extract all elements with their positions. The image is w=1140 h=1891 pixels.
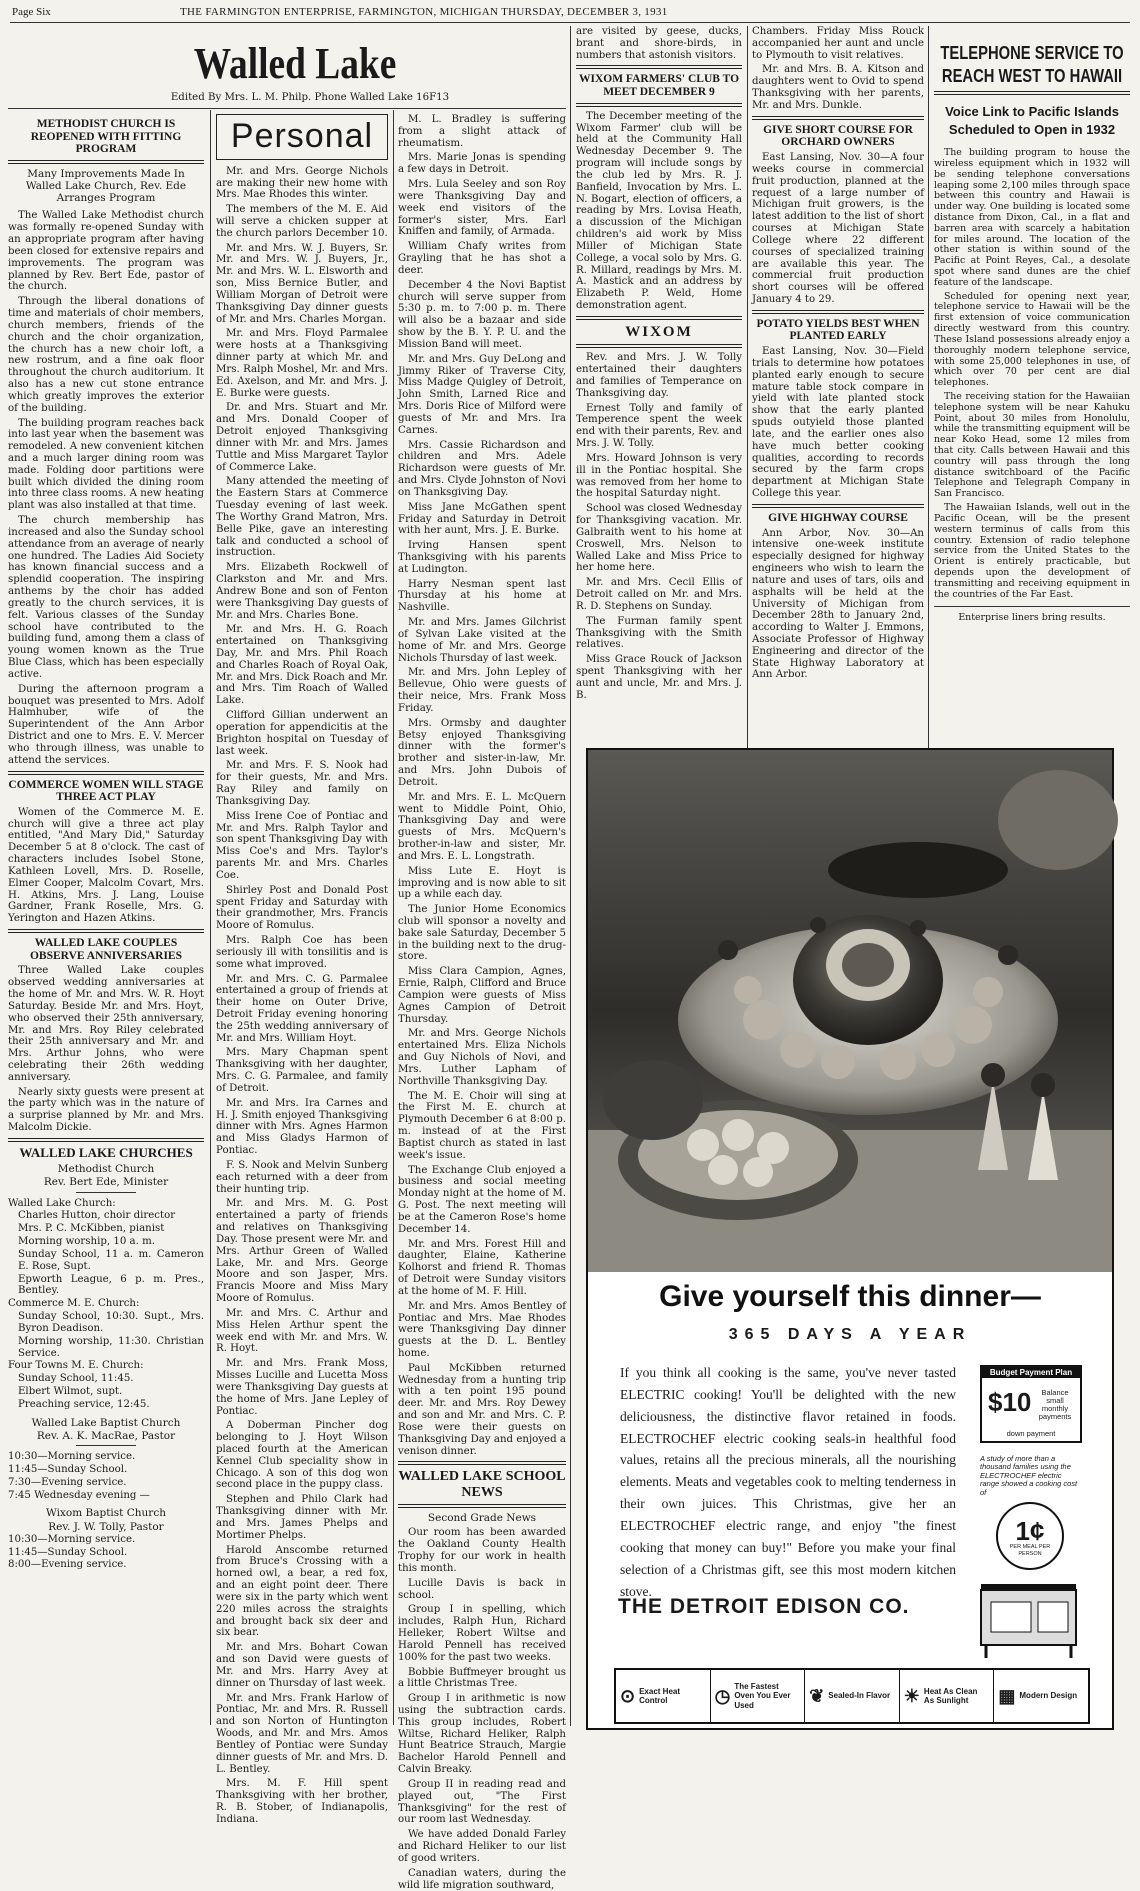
headline-churches: WALLED LAKE CHURCHES xyxy=(19,1144,193,1160)
schedule-line: 11:45—Sunday School. xyxy=(8,1546,128,1558)
personal-item: Dr. and Mrs. Stuart and Mr. and Mrs. Donald Cooper of Detroit enjoyed Thanksgiving dinner with Mr. and Mrs. James Tuttle and Miss Margaret Taylor of Commerce Lake. xyxy=(216,402,388,473)
personal-item: Mr. and Mrs. C. Arthur and Miss Helen Arthur spent the week end with Mr. and Mrs. W. R. Hoyt. xyxy=(216,1307,388,1355)
feature-item xyxy=(711,1670,806,1722)
schedule-line: Commerce M. E. Church: xyxy=(8,1298,140,1310)
personal-item: The Exchange Club enjoyed a business and social meeting Monday night at the home of M. G. Post. The next meeting will be at the Cameron Rose's home December 14. xyxy=(398,1164,566,1235)
article-paragraph: Scheduled for opening next year, telephone service to Hawaii will be the first extension of voice communication directly westward from this country. These Island possessions already enjoy a thoroughly modern telephone service, with some 25,000 telephones in use, of which over 70 per cent are dial telephones. xyxy=(934,290,1130,389)
filler-line: Enterprise liners bring results. xyxy=(958,612,1106,624)
article-paragraph: During the afternoon program a bouquet was presented to Mrs. Adolf Halmhuber, wife of the Superintendent of the Ann Arbor District and one to Mrs. E. V. Mercer who through illness, was unable to attend the services. xyxy=(8,683,204,766)
personal-item: Mrs. Ormsby and daughter Betsy enjoyed Thanksgiving dinner with the former's brother and sister-in-law, Mr. and Mrs. John Dubois of Detroit. xyxy=(398,717,566,788)
schedule-line: 7:45 Wednesday evening — xyxy=(8,1489,150,1501)
personal-item: Mr. and Mrs. W. J. Buyers, Sr. Mr. and Mrs. W. J. Buyers, Jr., Mr. and Mrs. W. L. Elsworth and son, Miss Bernice Butler, and William Morgan of Detroit were Thanksgiving Day dinner guests of Mr. and Mrs. Charles Morgan. xyxy=(216,242,388,325)
personal-item: Mrs. M. F. Hill spent Thanksgiving with her brother, R. B. Stober, of Indianapolis, Indiana. xyxy=(216,1778,388,1825)
schedule-line: 11:45—Sunday School. xyxy=(8,1463,128,1475)
masthead: THE FARMINGTON ENTERPRISE, FARMINGTON, MICHIGAN THURSDAY, DECEMBER 3, 1931 xyxy=(180,6,668,18)
personal-item: Miss Irene Coe of Pontiac and Mr. and Mrs. Ralph Taylor and son spent Thanksgiving Day with Miss Coe's and Mrs. Taylor's parents Mr. and Mrs. Charles Coe. xyxy=(216,810,388,881)
personal-item: Mr. and Mrs. George Nichols are making their new home with Mrs. Mae Rhodes this winter. xyxy=(216,165,388,201)
feature-label: Exact Heat Control xyxy=(639,1686,681,1705)
feature-item xyxy=(994,1670,1088,1722)
schedule-line: Four Towns M. E. Church: xyxy=(8,1360,144,1372)
personal-item: Miss Clara Campion, Agnes, Ernie, Ralph, Clifford and Bruce Campion were guests of Miss Agnes Campion of Detroit Thursday. xyxy=(398,966,566,1025)
article-paragraph: East Lansing, Nov. 30—Field trials to determine how potatoes planted early enough to secure mature table stock compare in yield with late planted stock show that the early planted spuds outyield those planted late, and the earlier ones also have much better cooking qualities, according to records secured by the farm crops department at Michigan State College this year. xyxy=(752,346,924,500)
personal-item: Mr. and Mrs. F. S. Nook had for their guests, Mr. and Mrs. Ray Riley and family on Thanksgiving Day. xyxy=(216,760,388,807)
personal-item: Mr. and Mrs. Frank Moss, Misses Lucille and Lucetta Moss were Thanksgiving Day guests at the home of Mrs. Jane Lepley of Pontiac. xyxy=(216,1358,388,1417)
personal-item: Mr. and Mrs. Bohart Cowan and son David were guests of Mr. and Mrs. Harry Avey at dinner on Thursday of last week. xyxy=(216,1642,388,1689)
article-paragraph: The building program to house the wireless equipment which in 1932 will be sending telephone conversations leaping some 2,100 miles through space between this country and Hawaii is under way. One building is located some distance from Dixon, Cal., in a flat and barren area with scarcely a habitation for miles around. The location of the other station is within sound of the Pacific at Point Reyes, Cal., a desolate spot where sand dunes are the chief feature of the landscape. xyxy=(934,147,1130,288)
schedule-line: Preaching service, 12:45. xyxy=(18,1398,150,1410)
headline-anniversaries: WALLED LAKE COUPLES OBSERVE ANNIVERSARIES xyxy=(29,937,182,962)
personal-item: Irving Hansen spent Thanksgiving with his parents at Ludington. xyxy=(398,540,566,575)
page-number: Page Six xyxy=(12,6,51,18)
school-item: Canadian waters, during the wild life migration southward, xyxy=(398,1867,566,1891)
cost-badge xyxy=(996,1502,1064,1570)
column-3 xyxy=(398,114,566,1891)
personal-item: Mrs. Elizabeth Rockwell of Clarkston and Mr. and Mrs. Andrew Bone and son of Fenton were Thanksgiving Day guests of Mr. and Mrs. Charles Bone. xyxy=(216,562,388,621)
ad-headline: Give yourself this dinner— xyxy=(659,1280,1041,1313)
schedule-line: 10:30—Morning service. xyxy=(8,1533,136,1545)
article-paragraph: Rev. and Mrs. J. W. Tolly entertained their daughters and families of Temperance on Thanksgiving day. xyxy=(576,352,742,399)
column-2 xyxy=(216,114,388,1825)
school-subhead: Second Grade News xyxy=(427,1512,537,1525)
feature-item xyxy=(900,1670,995,1722)
schedule-line: Morning worship, 11:30. Christian Service. xyxy=(18,1335,204,1359)
personal-item: Mrs. Marie Jonas is spending a few days in Detroit. xyxy=(398,152,566,176)
stove-icon: ▦ xyxy=(998,1685,1016,1706)
schedule-line: 8:00—Evening service. xyxy=(8,1559,127,1571)
personal-item: Harry Nesman spent last Thursday at his home at Nashville. xyxy=(398,578,566,614)
article-paragraph: Through the liberal donations of time and materials of choir members, church members, friends of the church and the choir organization, the church has a new choir loft, a new rostrum, and a fine oak floor throughout the church auditorium. It also has a new cut stone entrance which greatly improves the exterior of the building. xyxy=(8,296,204,414)
schedule-line: Sunday School, 11:45. xyxy=(18,1373,134,1385)
schedule-line: Morning worship, 10 a. m. xyxy=(18,1236,155,1248)
personal-item: Mr. and Mrs. John Lepley of Bellevue, Ohio were guests of their neice, Mrs. Frank Moss Friday. xyxy=(398,667,566,714)
personal-item: Mr. and Mrs. E. L. McQuern went to Middle Point, Ohio, Thanksgiving Day and were guests of Mrs. McQuern's brother-in-law and sister, Mr. and Mrs. E. L. Longstrath. xyxy=(398,791,566,862)
feature-label: Modern Design xyxy=(1019,1691,1078,1701)
schedule-line: Elbert Wilmot, supt. xyxy=(18,1386,123,1398)
article-paragraph: Nearly sixty guests were present at the party which was in the nature of a surprise planned by Mr. and Mrs. Malcolm Dickie. xyxy=(8,1086,204,1134)
brand-name: THE DETROIT EDISON CO. xyxy=(618,1595,910,1618)
article-paragraph: East Lansing, Nov. 30—A four weeks course in commercial fruit production, planned at the request of a large number of Michigan fruit growers, is the latest addition to the list of short courses at Michigan State College where 22 different courses of specialized training are available this year. The commercial fruit production short courses will be offered January 4 to 29. xyxy=(752,152,924,306)
article-paragraph: Three Walled Lake couples observed wedding anniversaries at the home of Mr. and Mrs. W. R. Hoyt Saturday. Beside Mr. and Mrs. Hoyt, who observed their 25th anniversary, Mr. and Mrs. Roy Riley celebrated their 25th anniversary and Mr. and Mrs. Arthur Johns, who were celebrating their 26th wedding anniversary. xyxy=(8,965,204,1083)
church-minister: Rev. A. K. MacRae, Pastor xyxy=(36,1429,176,1442)
article-paragraph: are visited by geese, ducks, brant and shore-birds, in numbers that astonish visitors. xyxy=(576,26,742,61)
budget-title: Budget Payment Plan xyxy=(982,1367,1080,1378)
personal-item: Miss Jane McGathen spent Friday and Saturday in Detroit with her aunt, Mrs. J. E. Burke. xyxy=(398,501,566,537)
headline-highway: GIVE HIGHWAY COURSE xyxy=(768,511,908,524)
personal-item: Many attended the meeting of the Eastern Stars at Commerce Tuesday evening of last week. The Worthy Grand Matron, Mrs. Belle Pike, gave an interesting talk and conducted a school of instruction. xyxy=(216,476,388,559)
article-paragraph: The December meeting of the Wixom Farmer' club will be held at the Community Hall Wednesday December 9. The program will include songs by the club led by Mrs. R. J. Banfield, Invocation by Mrs. L. N. Bogart, election of officers, a reading by Mrs. Lovisa Heath, a discussion of the Michigan children's aid work by Miss Miller of Michigan State College, a vocal solo by Mrs. G. R. Millard, readings by Mrs. M. A. Mastick and an address by Elizabeth P. Weld, Home demonstration agent. xyxy=(576,110,742,312)
school-item: Bobbie Buffmeyer brought us a little Christmas Tree. xyxy=(398,1666,566,1690)
study-note: A study of more than a thousand families using the ELECTROCHEF electric range showed a cooking cost of xyxy=(980,1454,1078,1497)
feature-label: Sealed-In Flavor xyxy=(828,1691,891,1701)
headline-methodist: METHODIST CHURCH IS REOPENED WITH FITTING PROGRAM xyxy=(30,118,182,156)
church-name: Wixom Baptist Church xyxy=(46,1507,166,1520)
headline-wixom-farmers: WIXOM FARMERS' CLUB TO MEET DECEMBER 9 xyxy=(578,73,740,99)
turkey-icon: ❦ xyxy=(809,1685,825,1706)
personal-item: William Chafy writes from Grayling that he has shot a deer. xyxy=(398,241,566,276)
schedule-line: Walled Lake Church: xyxy=(8,1197,116,1209)
personal-item: Mrs. Cassie Richardson and children and Mrs. Adele Richardson were guests of Mr. and Mrs. Clyde Johnston of Novi on Thanksgiving Day. xyxy=(398,439,566,498)
church-minister: Rev. Bert Ede, Minister xyxy=(43,1176,169,1189)
personal-item: Mrs. Ralph Coe has been seriously ill with tonsilitis and is some what improved. xyxy=(216,935,388,970)
personal-item: A Doberman Pincher dog belonging to J. Hoyt Wilson placed fourth at the American Kennel Club speciality show in Chicago. A son of this dog won second place in the puppy class. xyxy=(216,1420,388,1491)
headline-short-course: GIVE SHORT COURSE FOR ORCHARD OWNERS xyxy=(763,123,913,149)
article-paragraph: School was closed Wednesday for Thanksgiving vacation. Mr. Galbraith went to his home at Croswell, Mrs. Nelson to Walled Lake and Miss Price to her home here. xyxy=(576,503,742,574)
section-title: Walled Lake xyxy=(193,39,397,88)
budget-box xyxy=(980,1365,1082,1443)
personal-item: Mrs. Mary Chapman spent Thanksgiving with her daughter, Mrs. C. G. Parmalee, and family of Detroit. xyxy=(216,1047,388,1094)
schedule-line: Mrs. P. C. McKibben, pianist xyxy=(18,1223,165,1235)
personal-item: M. L. Bradley is suffering from a slight attack of rheumatism. xyxy=(398,114,566,149)
personal-item: December 4 the Novi Baptist church will serve supper from 5:30 p. m. to 7:00 p. m. There will also be a bazaar and side show by the B. Y. P. U. and the Mission Band will meet. xyxy=(398,279,566,350)
headline-commerce-play: COMMERCE WOMEN WILL STAGE THREE ACT PLAY xyxy=(8,778,204,804)
article-paragraph: Miss Grace Rouck of Jackson spent Thanksgiving with her aunt and uncle, Mr. and Mrs. J. B. xyxy=(576,654,742,701)
feature-strip xyxy=(614,1668,1090,1724)
deck-methodist: Many Improvements Made In Walled Lake Church, Rev. Ede Arranges Program xyxy=(25,167,187,205)
schedule-line: Sunday School, 11 a. m. Cameron E. Rose, Supt. xyxy=(18,1248,204,1272)
article-paragraph: Mrs. Howard Johnson is very ill in the Pontiac hospital. She was removed from her home to the hospital Saturday night. xyxy=(576,452,742,500)
dinner-photo xyxy=(588,750,1112,1272)
article-paragraph: Ann Arbor, Nov. 30—An intensive one-week institute especially designed for highway engineers who wish to learn the nature and uses of tars, oils and asphalts will be held at the University of Michigan from December 28th to January 2nd, according to Walter J. Emmons, Associate Professor of Highway Engineering and director of the State Highway Laboratory at Ann Arbor. xyxy=(752,527,924,681)
personal-item: The M. E. Choir will sing at the First M. E. church at Plymouth December 6 at 8:00 p. m. instead of at the First Baptist church as stated in last week's issue. xyxy=(398,1090,566,1161)
headline-telephone: TELEPHONE SERVICE TO REACH WEST TO HAWAII xyxy=(940,43,1124,86)
personal-item: Mr. and Mrs. Ira Carnes and H. J. Smith enjoyed Thanksgiving dinner with Mrs. Agnes Harmon and Miss Gladys Harmon of Pontiac. xyxy=(216,1097,388,1157)
schedule-line: 7:30—Evening service. xyxy=(8,1476,127,1488)
article-paragraph: The building program reaches back into last year when the basement was remodeled. A new convenient kitchen and a much larger dining room was made. Folding door partitions were built which divided the dining room into three class rooms. A new heating plant was also installed at that time. xyxy=(8,417,204,512)
personal-item: Mrs. Lula Seeley and son Roy were Thanksgiving Day and week end visitors of the former's sister, Mrs. Earl Kniffen and family, of Armada. xyxy=(398,179,566,238)
column-6 xyxy=(934,42,1130,746)
article-paragraph: Mr. and Mrs. B. A. Kitson and daughters went to Ovid to spend Thanksgiving with her parents, Mr. and Mrs. Dunkle. xyxy=(752,64,924,111)
cost-note: PER MEAL PER PERSON xyxy=(1009,1544,1051,1557)
sun-icon: ☀ xyxy=(903,1685,920,1706)
article-paragraph: The Walled Lake Methodist church was formally re-opened Sunday with an appropriate program after having been closed for extensive repairs and improvements. The program was planned by Rev. Bert Ede, pastor of the church. xyxy=(8,210,204,293)
personal-item: Mr. and Mrs. Amos Bentley of Pontiac and Mrs. Mae Rhodes were Thanksgiving Day dinner guests at the D. L. Bentley home. xyxy=(398,1300,566,1359)
personal-item: Mr. and Mrs. Forest Hill and daughter, Elaine, Katherine Kolhorst and friend R. Thomas of Detroit were Sunday visitors at the home of M. F. Hill. xyxy=(398,1238,566,1297)
column-5 xyxy=(752,26,924,746)
feature-item xyxy=(805,1670,900,1722)
feature-label: Heat As Clean As Sunlight xyxy=(923,1686,978,1705)
thermometer-icon: ⊙ xyxy=(620,1685,636,1706)
school-item: Group I in spelling, which includes, Ralph Hun, Richard Helleker, Robert Wiltse and Harold Pennell has received 100% for the past two weeks. xyxy=(398,1604,566,1663)
headline-wixom: WIXOM xyxy=(625,323,693,340)
personal-item: The Junior Home Economics club will sponsor a novelty and bake sale Saturday, December 5 in the building next to the drug-store. xyxy=(398,904,566,963)
schedule-line: Charles Hutton, choir director xyxy=(18,1210,176,1222)
range-stove xyxy=(976,1580,1086,1660)
church-name: Walled Lake Baptist Church xyxy=(31,1416,181,1429)
article-paragraph: Mr. and Mrs. Cecil Ellis of Detroit called on Mr. and Mrs. R. D. Stephens on Sunday. xyxy=(576,577,742,612)
article-paragraph: The Hawaiian Islands, well out in the Pacific Ocean, will be the present western terminus of calls from this country. Extension of radio telephone service from the United States to the Orient is entirely practicable, but depends upon the development of transmitting and receiving equipment in the countries of the Far East. xyxy=(934,502,1130,600)
school-item: Group II in reading read and played out, "The First Thanksgiving" for the rest of our room last Wednesday. xyxy=(398,1778,566,1826)
personal-item: Mr. and Mrs. Frank Harlow of Pontiac, Mr. and Mrs. R. Russell and son Norton of Huntington Woods, and Mr. and Mrs. Amos Bentley of Pontiac were Sunday dinner guests of Mr. and Mrs. D. L. Bentley. xyxy=(216,1692,388,1775)
personal-item: Harold Anscombe returned from Bruce's Crossing with a horned owl, a bear, a red fox, and an eight point deer. There were six in the party which went 220 miles across the straights and brought back six deer and six bear. xyxy=(216,1544,388,1639)
personal-item: F. S. Nook and Melvin Sunberg each returned with a deer from their hunting trip. xyxy=(216,1159,388,1195)
personal-item: Mr. and Mrs. Floyd Parmalee were hosts at a Thanksgiving dinner party at which Mr. and Mrs. Ralph Moshel, Mr. and Mrs. Ed. Axelson, and Mr. and Mrs. J. E. Burke were guests. xyxy=(216,328,388,399)
personal-item: Mr. and Mrs. C. G. Parmalee entertained a group of friends at their home on Outer Drive, Detroit Friday evening honoring the 25th wedding anniversary of Mr. and Mrs. William Hoyt. xyxy=(216,973,388,1044)
article-paragraph: Women of the Commerce M. E. church will give a three act play entitled, "And Mary Did," Saturday December 5 at 8 o'clock. The cast of characters includes Isobel Stone, Kathleen Lovell, Mrs. D. Roselle, Elmer Cooper, Malcolm Covart, Mrs. H. Atkins, Mrs. J. Lang, Louise Gardner, Frank Roselle, Mrs. G. Yerington and Hazen Atkins. xyxy=(8,806,204,925)
personal-item: Clifford Gillian underwent an operation for appendicitis at the Brighton hospital on Tuesday of last week. xyxy=(216,710,388,757)
personal-item: Mr. and Mrs. James Gilchrist of Sylvan Lake visited at the home of Mr. and Mrs. George Nichols Thursday of last week. xyxy=(398,617,566,664)
budget-amount: $10 xyxy=(988,1387,1032,1417)
edison-advertisement xyxy=(586,748,1114,1730)
ad-body: If you think all cooking is the same, you've never tasted ELECTRIC cooking! You'll be delighted with the new deliciousness, the distinctive flavor retained in foods. ELECTROCHEF electric cooking seals-in healthful food values, retains all the precious minerals, all the nourishing elements. Meats and vegetables cook to melting tenderness in their own juices. This Christmas, give her an ELECTROCHEF electric range, and enjoy "the finest cooking that money can buy!" Before you make your final selection of a Christmas gift, see this most modern kitchen stove. xyxy=(620,1365,956,1599)
personal-item: The members of the M. E. Aid will serve a chicken supper at the church parlors December 10. xyxy=(216,204,388,239)
column-4 xyxy=(576,26,742,746)
column-1 xyxy=(8,114,204,1726)
school-item: We have added Donald Farley and Richard Heliker to our list of good writers. xyxy=(398,1829,566,1864)
schedule-line: Sunday School, 10:30. Supt., Mrs. Byron Deadison. xyxy=(18,1311,204,1334)
article-paragraph: The church membership has increased and also the Sunday school attendance from an average of nearly one hundred. The Ladies Aid Society has known financial success and a splendid cooperation. The inspiring anthems by the choir has added greatly to the church services, it is felt. Various classes of the Sunday school have contributed to the building fund, among them a class of young women known as the True Blue Class, which has been especially active. xyxy=(8,515,204,680)
deck-telephone: Voice Link to Pacific Islands Scheduled to Open in 1932 xyxy=(945,104,1119,137)
personal-item: Paul McKibben returned Wednesday from a hunting trip with a ten point 195 pound deer. Mr. and Mrs. Roy Dewey and son and Mr. and Mrs. C. P. Rose were their guests on Thanksgiving Day and enjoyed a venison dinner. xyxy=(398,1362,566,1457)
feature-item xyxy=(616,1670,711,1722)
article-paragraph: Ernest Tolly and family of Temperence spent the week end with their parents, Rev. and Mrs. J. W. Tolly. xyxy=(576,402,743,450)
article-paragraph: The receiving station for the Hawaiian telephone system will be near Kahuku Point, about 30 miles from Honolulu, while the transmitting equipment will be near Koko Head, some 12 miles from that city. Calls between Hawaii and this country will pass through the long distance switchboard of the Pacific Telephone and Telegraph Company in San Francisco. xyxy=(934,390,1130,500)
personal-item: Mr. and Mrs. Guy DeLong and Jimmy Riker of Traverse City, Miss Madge Quigley of Detroit, John Smith, Larned Rice and Mrs. Doris Rice of Milford were guests of Mr. and Mrs. Ira Carnes. xyxy=(398,353,566,436)
section-editor: Edited By Mrs. L. M. Philp. Phone Walled Lake 16F13 xyxy=(170,92,450,103)
schedule-line: 10:30—Morning service. xyxy=(8,1451,136,1463)
personal-item: Mr. and Mrs. M. G. Post entertained a party of friends and relatives on Thanksgiving Day. Those present were Mr. and Mrs. Arthur Green of Walled Lake, Mr. and Mrs. George Moore and son Jasper, Mrs. Francis Moore and Miss Mary Moore of Romulus. xyxy=(216,1198,388,1305)
personal-item: Mr. and Mrs. George Nichols entertained Mrs. Eliza Nichols and Guy Nichols of Novi, and Mrs. Luther Lapham of Northville Thanksgiving Day. xyxy=(398,1028,566,1087)
headline-school-news: WALLED LAKE SCHOOL NEWS xyxy=(398,1469,566,1500)
school-item: Group I in arithmetic is now using the subtraction cards. This group includes, Robert Wiltse, Richard Heliker, Ralph Hunt Beatrice Strauch, Margie Bachelor Harold Pennell and Calvin Breaky. xyxy=(398,1693,566,1776)
clock-icon: ◷ xyxy=(714,1685,731,1706)
cost-value: 1¢ xyxy=(1015,1516,1045,1546)
church-minister: Rev. J. W. Tolly, Pastor xyxy=(48,1520,164,1533)
ad-subhead: 365 DAYS A YEAR xyxy=(728,1326,972,1343)
personal-item: Stephen and Philo Clark had Thanksgiving dinner with Mr. and Mrs. James Phelps and Mortimer Phelps. xyxy=(216,1494,388,1541)
budget-down: down payment xyxy=(1006,1429,1056,1439)
school-item: Lucille Davis is back in school. xyxy=(398,1577,566,1601)
feature-label: The Fastest Oven You Ever Used xyxy=(734,1682,791,1710)
schedule-line: Epworth League, 6 p. m. Pres., Bentley. xyxy=(18,1273,204,1297)
headline-potato: POTATO YIELDS BEST WHEN PLANTED EARLY xyxy=(756,317,920,343)
school-item: Our room has been awarded the Oakland County Health Trophy for our work in health this month. xyxy=(398,1527,566,1574)
personal-item: Shirley Post and Donald Post spent Friday and Saturday with their grandmother, Mrs. Francis Moore of Romulus. xyxy=(216,884,388,932)
budget-note: Balance small monthly payments xyxy=(1038,1388,1072,1421)
article-paragraph: The Furman family spent Thanksgiving with the Smith relatives. xyxy=(576,615,742,651)
personal-title: Personal xyxy=(230,117,374,155)
personal-item: Mr. and Mrs. H. G. Roach entertained on Thanksgiving Day, Mr. and Mrs. Phil Roach and Charles Roach of Royal Oak, Mr. and Mrs. Dick Roach and Mr. and Mrs. Tim Roach of Walled Lake. xyxy=(216,624,388,707)
church-name: Methodist Church xyxy=(57,1163,155,1176)
article-paragraph: Chambers. Friday Miss Rouck accompanied her aunt and uncle to Plymouth to visit relatives. xyxy=(752,26,924,61)
personal-item: Miss Lute E. Hoyt is improving and is now able to sit up a while each day. xyxy=(398,865,566,901)
